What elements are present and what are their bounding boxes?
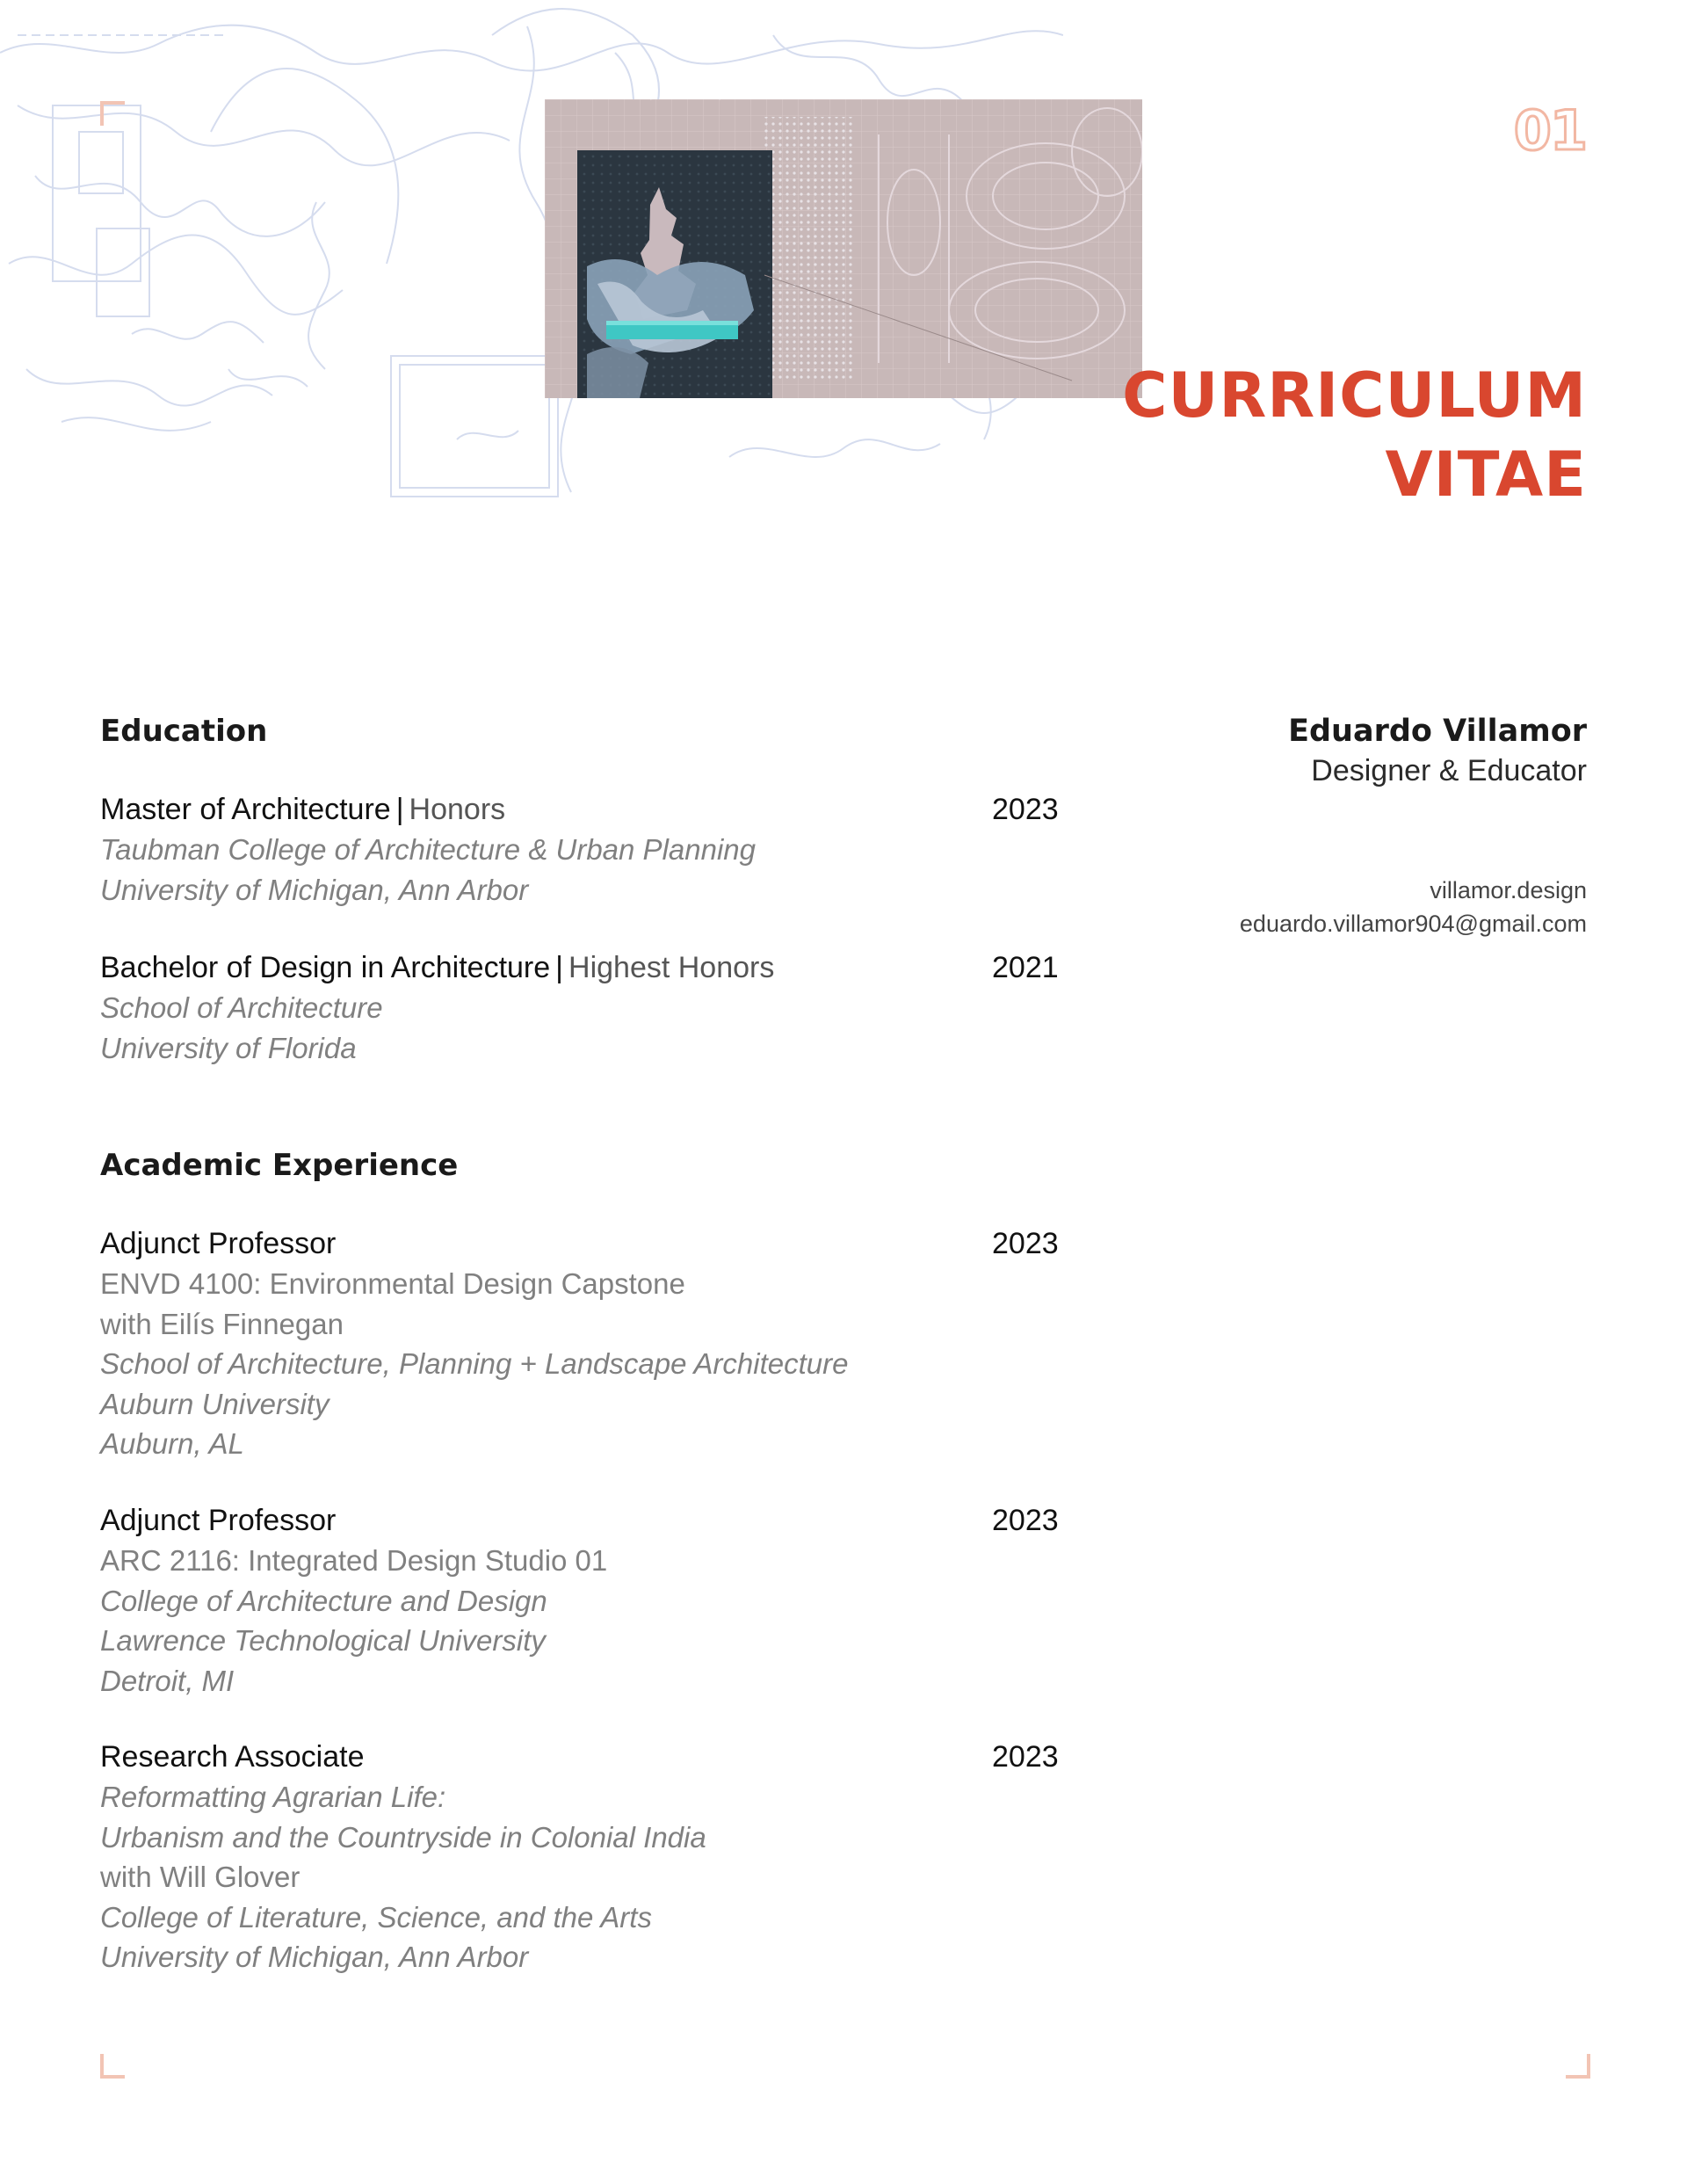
entry-title-line — [100, 789, 1067, 830]
position-title: Research Associate — [100, 1740, 365, 1774]
degree-honor: Highest Honors — [568, 951, 775, 984]
degree-title: Bachelor of Design in Architecture — [100, 951, 551, 984]
academic-entry — [100, 1223, 1067, 1464]
entry-detail: Taubman College of Architecture & Urban Planning — [100, 833, 756, 866]
entry-year: 2023 — [992, 1740, 1059, 1774]
academic-heading: Academic Experience — [100, 1148, 459, 1183]
contact-role: Designer & Educator — [1311, 754, 1587, 787]
entry-detail: School of Architecture, Planning + Landscape Architecture — [100, 1347, 849, 1380]
degree-honor: Honors — [409, 793, 506, 826]
title-line-2: VITAE — [1385, 439, 1587, 511]
entry-detail: Reformatting Agrarian Life: — [100, 1781, 446, 1813]
entry-detail: University of Michigan, Ann Arbor — [100, 1941, 529, 1973]
separator: | — [555, 951, 564, 984]
entry-year: 2021 — [992, 951, 1059, 984]
entry-detail: Auburn University — [100, 1387, 329, 1420]
entry-detail: Lawrence Technological University — [100, 1624, 546, 1657]
entry-detail: University of Michigan, Ann Arbor — [100, 873, 529, 906]
position-title: Adjunct Professor — [100, 1504, 337, 1537]
page-number: 01 — [1513, 98, 1586, 163]
corner-mark-bottom-right — [1566, 2054, 1590, 2079]
page-title — [1122, 356, 1587, 514]
position-title: Adjunct Professor — [100, 1227, 337, 1260]
entry-detail: University of Florida — [100, 1031, 357, 1064]
entry-detail: Urbanism and the Countryside in Colonial India — [100, 1820, 706, 1854]
hero-collage-image — [545, 99, 1142, 398]
entry-detail: ARC 2116: Integrated Design Studio 01 — [100, 1544, 608, 1577]
education-heading: Education — [100, 714, 268, 749]
website-link[interactable]: villamor.design — [1430, 877, 1587, 903]
entry-detail: College of Literature, Science, and the Arts — [100, 1900, 652, 1934]
entry-year: 2023 — [992, 793, 1059, 826]
academic-entry — [100, 1500, 1067, 1701]
title-line-1: CURRICULUM — [1122, 359, 1587, 432]
entry-year: 2023 — [992, 1227, 1059, 1260]
academic-entry — [100, 1737, 1067, 1977]
entry-detail: College of Architecture and Design — [100, 1584, 547, 1617]
entry-detail: with Eilís Finnegan — [100, 1307, 344, 1340]
entry-detail: School of Architecture — [100, 991, 383, 1024]
email-link[interactable]: eduardo.villamor904@gmail.com — [1239, 911, 1587, 937]
entry-title-line — [100, 947, 1067, 988]
contact-name: Eduardo Villamor — [1288, 714, 1587, 749]
entry-detail: Detroit, MI — [100, 1664, 235, 1697]
degree-title: Master of Architecture — [100, 793, 391, 826]
separator: | — [395, 793, 404, 826]
entry-year: 2023 — [992, 1504, 1059, 1537]
education-entry — [100, 947, 1067, 1068]
entry-detail: ENVD 4100: Environmental Design Capstone — [100, 1267, 685, 1300]
entry-detail: with Will Glover — [100, 1861, 300, 1893]
corner-mark-top-left — [100, 101, 125, 126]
entry-detail: Auburn, AL — [100, 1427, 244, 1460]
corner-mark-bottom-left — [100, 2054, 125, 2079]
education-entry — [100, 789, 1067, 910]
